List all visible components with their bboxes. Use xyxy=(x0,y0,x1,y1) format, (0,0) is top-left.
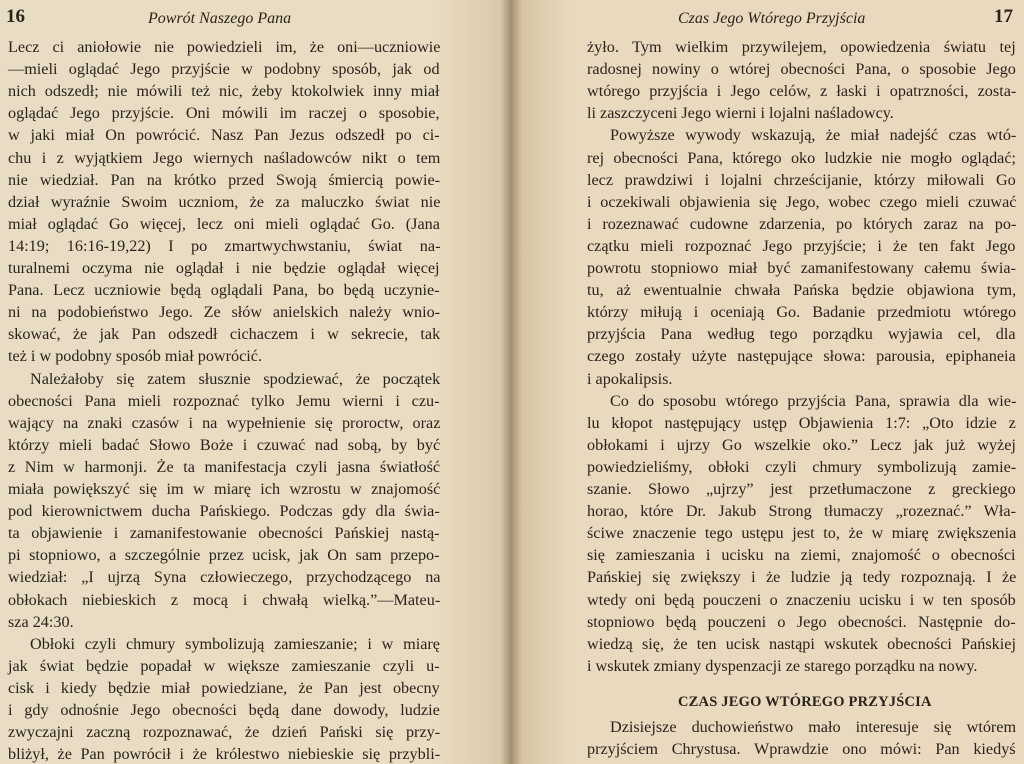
text-line: jak świat będzie popadał w większe zamieszanie czyli u- xyxy=(8,656,440,675)
text-line: którzy mieli badać Słowo Boże i czuwać nad sobą, by być xyxy=(8,435,441,454)
text-line: ściwe znaczenie tego ustępu jest to, że w miarę zwiększenia xyxy=(587,524,1017,543)
text-line: zwyczajni zaczną rozpoznawać, że dzień Pański się przy- xyxy=(8,723,441,742)
left-page xyxy=(0,0,510,764)
text-line: Lecz ci aniołowie nie powiedzieli im, że oni—uczniowie xyxy=(8,38,441,56)
book-gutter xyxy=(500,0,522,764)
text-line: obecności Pana mieli rozpoznać tylko Jemu wierni i czu- xyxy=(8,391,440,410)
text-line: przyjściem Chrystusa. Wprawdzie ono mówi: Pan kiedyś xyxy=(587,740,1016,759)
text-line: tu, aż ewentualnie chwała Pańska będzie objawiona tym, xyxy=(587,281,1017,300)
text-line: Dzisiejsze duchowieństwo mało interesuje się wtórem xyxy=(610,718,1017,736)
text-line: Pana. Lecz uczniowie będą oglądali Pana, bo będą uczynie- xyxy=(8,281,440,300)
text-line: —mieli oglądać Jego przyjście w podobny sposób, jak od xyxy=(8,60,440,79)
text-line: którzy miłują i oceniają Go. Badanie przedmiotu wtórego xyxy=(587,303,1017,322)
text-line: chu i z wyjątkiem Jego wiernych naśladowców nikt o tem xyxy=(8,148,441,167)
text-line: czego zostały użyte następujące słowa: parousia, epiphaneia xyxy=(587,347,1016,366)
text-line: Powyższe wywody wskazują, że miał nadejść czas wtó- xyxy=(610,126,1017,145)
text-line: ta objawienie i zamanifestowanie obecności Pańskiej nastą- xyxy=(8,524,440,543)
text-line: Co do sposobu wtórego przyjścia Pana, sprawia dla wie- xyxy=(610,391,1017,410)
text-line: miał oglądać Go więcej, lecz oni mieli oglądać Go. (Jana xyxy=(8,214,440,233)
text-line: i rozeznawać cudowne zdarzenia, po których zaraz na po- xyxy=(587,214,1017,233)
text-line: wtórego przyjścia i Jego celów, z łaski i opatrzności, zosta- xyxy=(587,82,1017,101)
text-line: li zaszczyceni Jego wierni i lojalni naśladowcy. xyxy=(587,104,894,123)
left-page-number: 16 xyxy=(6,6,25,27)
text-line: i apokalipsis. xyxy=(587,369,673,388)
text-line: cisk i kiedy będzie miał powiedziane, że Pan jest obecny xyxy=(8,678,440,697)
text-line: stopniowo będą pouczeni o Jego obecności. Następnie do- xyxy=(587,612,1016,631)
text-line: 14:19; 16:16-19,22) I po zmartwychwstaniu, świat na- xyxy=(8,236,441,255)
text-line: dział wyraźnie Swoim uczniom, że za maluczko świat nie xyxy=(8,192,441,211)
text-line: skować, że jak Pan odszedł cichaczem i w sekrecie, tak xyxy=(8,325,441,344)
text-line: w jaki miał On powrócić. Nasz Pan Jezus odszedł po ci- xyxy=(8,126,440,145)
text-line: powiedzieliśmy, obłoki czyli chmury symbolizują zamie- xyxy=(587,457,1017,476)
text-line: czątku mieli rozpoznać Jego przyjście; i że ten fakt Jego xyxy=(587,236,1016,255)
text-line: sza 24:30. xyxy=(8,612,74,631)
text-line: oglądać Jego przyjście. Oni mówili im raczej o sposobie, xyxy=(8,104,440,123)
text-line: i oczekiwali objawienia się Jego, wobec czego mieli czuwać xyxy=(587,192,1017,211)
text-line: bliżył, że Pan powrócił i że królestwo niebieskie się przybli- xyxy=(8,745,441,764)
text-line: obłokach niebieskich z mocą i chwałą wielką.”—Mateu- xyxy=(8,590,441,609)
right-page-number: 17 xyxy=(994,6,1013,27)
text-line: Pańskiej się zwiększy i że ludzie ją tedy rozpoznają. I że xyxy=(587,568,1017,587)
text-line: lu kłopot następujący ustęp Objawienia 1:7: „Oto idzie z xyxy=(587,413,1016,432)
right-page xyxy=(510,0,1024,764)
text-line: rej obecności Pana, którego oko ludzkie nie mogło oglądać; xyxy=(587,148,1017,167)
text-line: przyjścia Pana według tego porządku wyjawia cel, dla xyxy=(587,325,1016,344)
text-line: nich odszedł; nie mówili też nic, żeby ktokolwiek inny miał xyxy=(8,82,440,101)
text-line: z Nim w harmonji. Że ta manifestacja czyli jasna światłość xyxy=(8,457,441,476)
text-line: Obłoki czyli chmury symbolizują zamieszanie; i w miarę xyxy=(30,634,440,653)
text-line: szanie. Słowo „ujrzy” jest przetłumaczone z greckiego xyxy=(587,480,1016,498)
right-running-head: Czas Jego Wtórego Przyjścia xyxy=(678,10,866,27)
text-line: powrotu stopniowo miał być zamanifestowany całemu świa- xyxy=(587,259,1016,277)
text-line: wający na znaki czasów i na wypełnienie się proroctw, oraz xyxy=(8,413,441,432)
text-line: nie wiedział. Pan na krótko przed Swoją śmiercią powie- xyxy=(8,170,441,189)
text-line: wiedział: „I ujrzą Syna człowieczego, przychodzącego na xyxy=(8,568,441,587)
text-line: radosnej nowiny o wtórej obecności Pana, o sposobie Jego xyxy=(587,60,1016,79)
text-line: pod kierownictwem ducha Pańskiego. Podczas gdy dla świa- xyxy=(8,502,440,521)
text-line: wiedzą się, że ten ucisk nastąpi wskutek obecności Pańskiej xyxy=(587,634,1016,653)
section-heading: CZAS JEGO WTÓREGO PRZYJŚCIA xyxy=(678,694,932,710)
text-line: obłokami i ujrzy Go wszelkie oko.” Lecz jak już wyżej xyxy=(587,435,1016,454)
text-line: pi stopniowo, a szczególnie przez ucisk, jak On sam przepo- xyxy=(8,546,440,565)
text-line: horao, które Dr. Jakub Strong tłumaczy „rozeznać.” Wła- xyxy=(587,502,1016,521)
text-line: i wskutek zmiany dyspenzacji ze starego porządku na nowy. xyxy=(587,656,978,675)
left-running-head: Powrót Naszego Pana xyxy=(148,10,292,27)
text-line: turalnemi oczyma nie oglądał i nie będzie oglądał więcej xyxy=(8,259,440,277)
text-line: wtedy oni będą pouczeni o znaczeniu ucisku i w ten sposób xyxy=(587,590,1016,609)
text-line: miała powiększyć się im w miarę ich wzrostu w znajomość xyxy=(8,480,441,498)
text-line: żyło. Tym wielkim przywilejem, opowiedzenia światu tej xyxy=(587,38,1016,56)
text-line: ni na podobieństwo Jego. Ze słów anielskich należy wnio- xyxy=(8,303,441,322)
text-line: lecz prawdziwi i lojalni chrześcijanie, którzy miłowali Go xyxy=(587,170,1016,189)
text-line: i gdy odnośnie Jego obecności będą dane dowody, ludzie xyxy=(8,701,440,719)
text-line: Należałoby się zatem słusznie spodziewać, że początek xyxy=(30,369,441,388)
text-line: też i w podobny sposób miał powrócić. xyxy=(8,347,263,366)
text-line: się zamieszania i ucisku na ziemi, znajomość o obecności xyxy=(587,546,1016,565)
